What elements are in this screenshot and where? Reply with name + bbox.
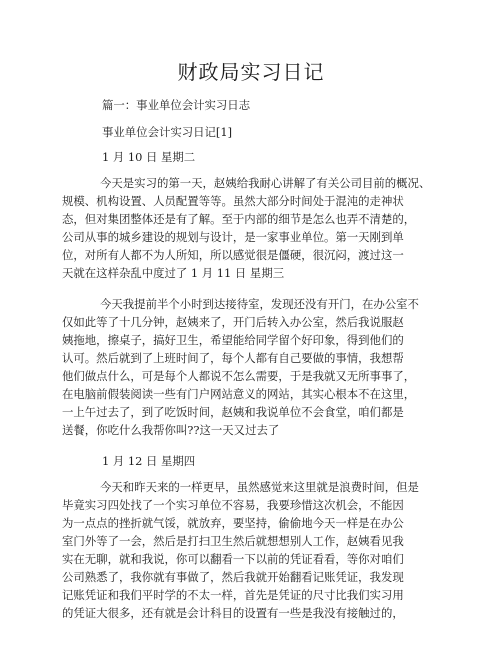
paragraph-line: 实在无聊，就和我说，你可以翻看一下以前的凭证看看，等你对咱们	[62, 552, 404, 566]
document-title: 财政局实习日记	[177, 60, 325, 84]
paragraph-line: 为一点点的挫折就气馁，就放弃，要坚持，偷偷地今天一样是在办公	[62, 516, 404, 530]
paragraph-line: 记账凭证和我们平时学的不太一样，首先是凭证的尺寸比我们实习用	[62, 588, 404, 602]
paragraph-line: 毕竟实习四处找了一个实习单位不容易，我要珍惜这次机会，不能因	[62, 498, 404, 512]
subsection-heading: 事业单位会计实习日记[1]	[102, 125, 233, 139]
paragraph-line: 位，对所有人都不为人所知，所以感觉很是僵硬，很沉闷，渡过这一	[62, 248, 404, 262]
paragraph-line: 态，但对集团整体还是有了解。至于内部的细节是怎么也弄不清楚的，	[62, 212, 416, 226]
paragraph-line: 公司从事的城乡建设的规划与设计，是一家事业单位。第一天刚到单	[62, 230, 404, 244]
paragraph-line: 送餐，你吃什么我帮你叫??这一天又过去了	[62, 423, 280, 437]
diary-date: 1 月 12 日 星期四	[102, 454, 196, 468]
paragraph-line: 一上午过去了，到了吃饭时间，赵姨和我说单位不会食堂，咱们都是	[62, 405, 404, 419]
paragraph-line: 天就在这样杂乱中度过了 1 月 11 日 星期三	[62, 266, 285, 280]
paragraph-line: 今天我提前半个小时到达接待室，发现还没有开门，在办公室不	[100, 297, 419, 311]
paragraph-line: 在电脑前假装阅读一些有门户网站意义的网站，其实心根本不在这里，	[62, 387, 416, 401]
paragraph-line: 今天和昨天来的一样更早，虽然感觉来这里就是浪费时间，但是	[100, 480, 419, 494]
paragraph-line: 今天是实习的第一天，赵姨给我耐心讲解了有关公司目前的概况、	[100, 176, 431, 190]
paragraph-line: 规模、机构设置、人员配置等等。虽然大部分时间处于混沌的走神状	[62, 194, 404, 208]
paragraph-line: 的凭证大很多，还有就是会计科目的设置有一些是我没有接触过的，	[62, 606, 404, 620]
paragraph-line: 姨拖地，擦桌子，搞好卫生，希望能给同学留个好印象，得到他们的	[62, 333, 404, 347]
section-heading: 篇一：事业单位会计实习日志	[102, 98, 251, 112]
paragraph-line: 室门外等了一会，然后是打扫卫生然后就想想别人工作，赵姨看见我	[62, 534, 404, 548]
paragraph-line: 仅如此等了十几分钟，赵姨来了，开门后转入办公室，然后我说服赵	[62, 315, 404, 329]
paragraph-line: 他们做点什么，可是每个人都说不怎么需要，于是我就又无所事事了，	[62, 369, 416, 383]
paragraph-line: 认可。然后就到了上班时间了，每个人都有自己要做的事情，我想帮	[62, 351, 404, 365]
diary-date: 1 月 10 日 星期二	[102, 150, 196, 164]
paragraph-line: 公司熟悉了，我你就有事做了，然后我就开始翻看记账凭证，我发现	[62, 570, 404, 584]
